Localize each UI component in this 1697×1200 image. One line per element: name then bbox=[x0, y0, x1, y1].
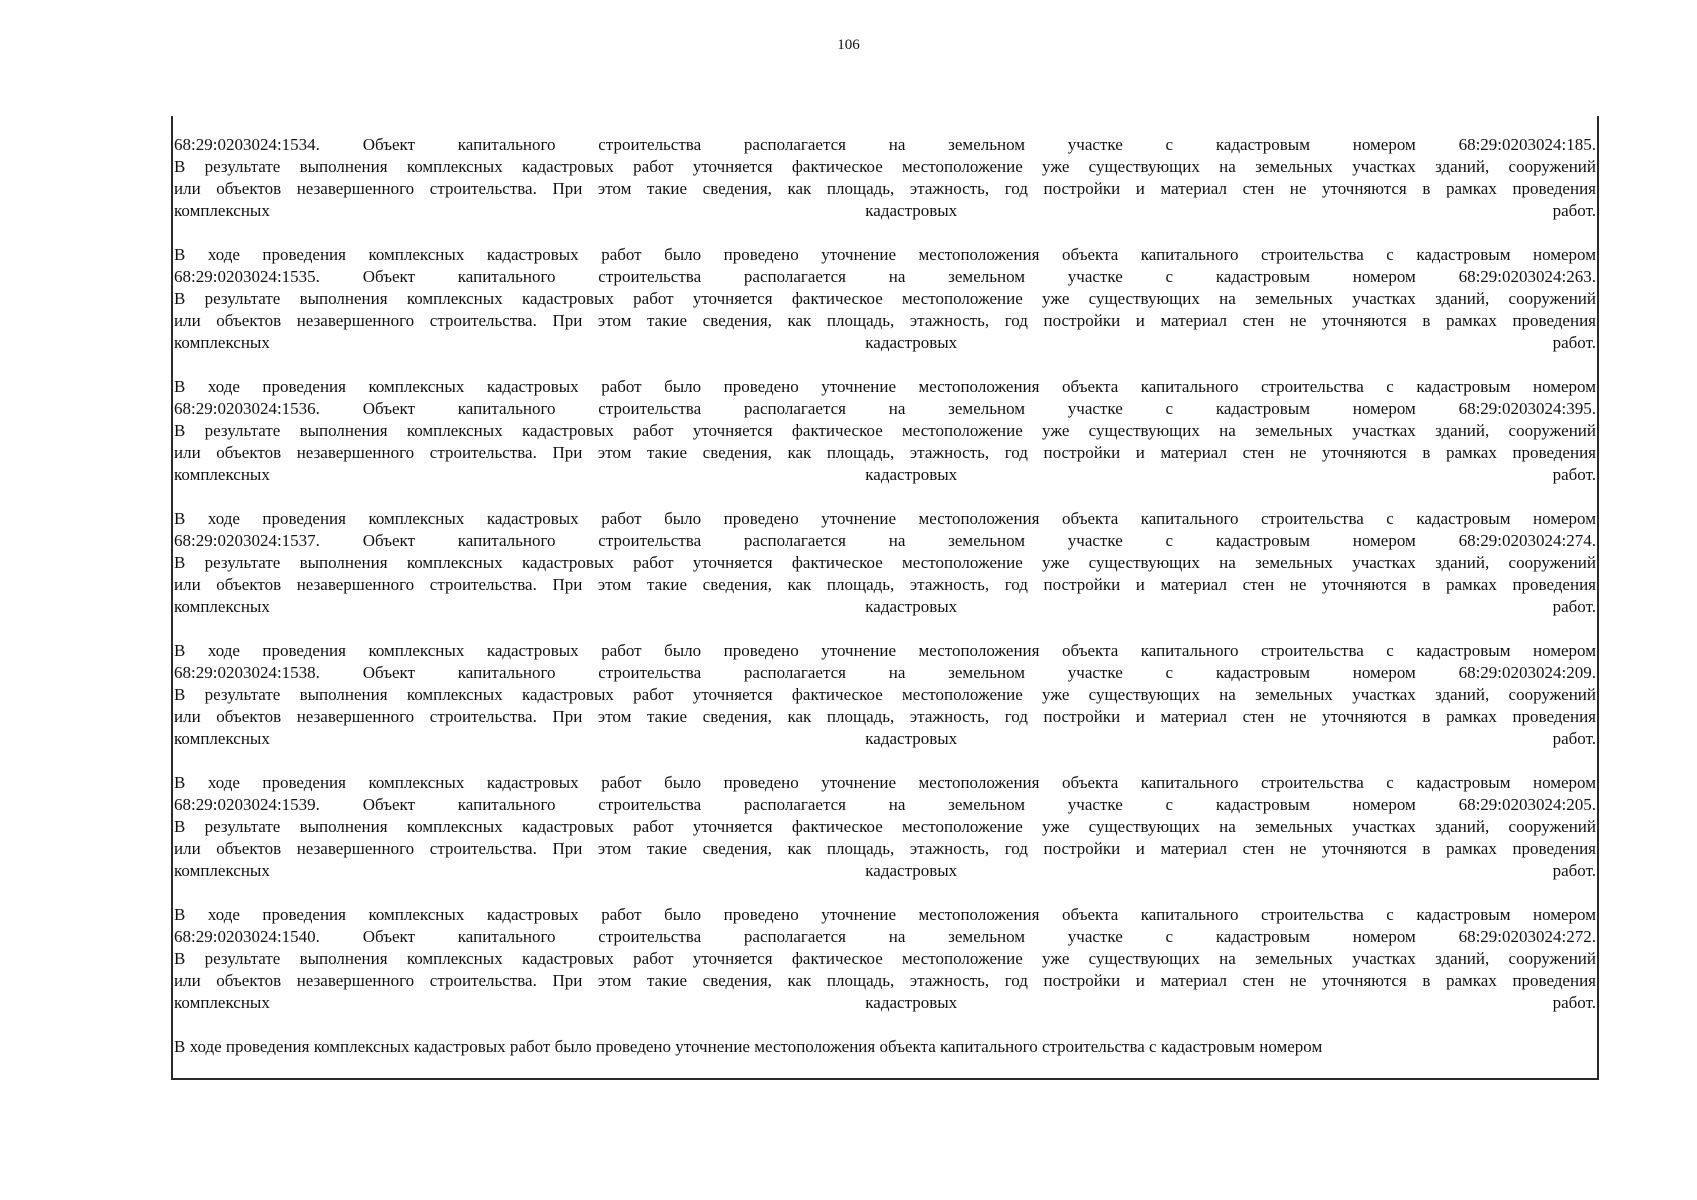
paragraph-line: 68:29:0203024:1538. Объект капитального строительства располагается на земельном участке с кадастровым номером 68:29:0203024:209. bbox=[174, 663, 1596, 682]
paragraph-line: В ходе проведения комплексных кадастровых работ было проведено уточнение местоположения объекта капитального строительства с кадастровым номером bbox=[174, 773, 1596, 792]
paragraph-line: или объектов незавершенного строительства. При этом такие сведения, как площадь, этажность, год постройки и материал стен не уточняются в рамках проведения bbox=[174, 443, 1596, 462]
paragraph-line: или объектов незавершенного строительства. При этом такие сведения, как площадь, этажность, год постройки и материал стен не уточняются в рамках проведения bbox=[174, 707, 1596, 726]
paragraph-tail-line bbox=[174, 464, 1596, 486]
tail-word: комплексных bbox=[174, 597, 270, 616]
paragraph-line: В результате выполнения комплексных кадастровых работ уточняется фактическое местоположение уже существующих на земельных участках зданий, сооружений bbox=[174, 817, 1596, 836]
tail-word: кадастровых bbox=[865, 465, 958, 484]
paragraph-tail-line bbox=[174, 728, 1596, 750]
tail-word: кадастровых bbox=[865, 201, 958, 220]
paragraph-line: В ходе проведения комплексных кадастровых работ было проведено уточнение местоположения объекта капитального строительства с кадастровым номером bbox=[174, 1037, 1323, 1056]
paragraph-line: В результате выполнения комплексных кадастровых работ уточняется фактическое местоположение уже существующих на земельных участках зданий, сооружений bbox=[174, 553, 1596, 572]
tail-word: кадастровых bbox=[865, 597, 958, 616]
page-number: 106 bbox=[837, 37, 860, 53]
tail-word: кадастровых bbox=[865, 333, 958, 352]
tail-word: работ. bbox=[1552, 201, 1596, 220]
paragraph-tail-line bbox=[174, 596, 1596, 618]
paragraph-line: В ходе проведения комплексных кадастровых работ было проведено уточнение местоположения объекта капитального строительства с кадастровым номером bbox=[174, 377, 1596, 396]
tail-word: комплексных bbox=[174, 201, 270, 220]
paragraph-line: 68:29:0203024:1537. Объект капитального строительства располагается на земельном участке с кадастровым номером 68:29:0203024:274. bbox=[174, 531, 1596, 550]
tail-word: работ. bbox=[1552, 993, 1596, 1012]
paragraph-tail-line bbox=[174, 992, 1596, 1014]
paragraph-line: 68:29:0203024:1536. Объект капитального строительства располагается на земельном участке с кадастровым номером 68:29:0203024:395. bbox=[174, 399, 1596, 418]
tail-word: работ. bbox=[1552, 333, 1596, 352]
paragraph-6 bbox=[174, 772, 1596, 882]
tail-word: комплексных bbox=[174, 465, 270, 484]
paragraph-5 bbox=[174, 640, 1596, 750]
tail-word: работ. bbox=[1552, 861, 1596, 880]
paragraph-tail-line bbox=[174, 860, 1596, 882]
paragraph-line: или объектов незавершенного строительства. При этом такие сведения, как площадь, этажность, год постройки и материал стен не уточняются в рамках проведения bbox=[174, 575, 1596, 594]
tail-word: кадастровых bbox=[865, 993, 958, 1012]
paragraph-tail-line bbox=[174, 332, 1596, 354]
paragraph-line: В результате выполнения комплексных кадастровых работ уточняется фактическое местоположение уже существующих на земельных участках зданий, сооружений bbox=[174, 421, 1596, 440]
paragraph-line: В результате выполнения комплексных кадастровых работ уточняется фактическое местоположение уже существующих на земельных участках зданий, сооружений bbox=[174, 289, 1596, 308]
paragraph-line: В результате выполнения комплексных кадастровых работ уточняется фактическое местоположение уже существующих на земельных участках зданий, сооружений bbox=[174, 949, 1596, 968]
tail-word: работ. bbox=[1552, 597, 1596, 616]
paragraph-line: или объектов незавершенного строительства. При этом такие сведения, как площадь, этажность, год постройки и материал стен не уточняются в рамках проведения bbox=[174, 971, 1596, 990]
paragraph-line: В результате выполнения комплексных кадастровых работ уточняется фактическое местоположение уже существующих на земельных участках зданий, сооружений bbox=[174, 157, 1596, 176]
paragraph-line: 68:29:0203024:1534. Объект капитального строительства располагается на земельном участке с кадастровым номером 68:29:0203024:185. bbox=[174, 135, 1596, 154]
paragraph-1 bbox=[174, 134, 1596, 222]
tail-word: работ. bbox=[1552, 465, 1596, 484]
paragraph-7 bbox=[174, 904, 1596, 1014]
tail-word: кадастровых bbox=[865, 729, 958, 748]
paragraph-2 bbox=[174, 244, 1596, 354]
tail-word: комплексных bbox=[174, 333, 270, 352]
paragraph-line: или объектов незавершенного строительства. При этом такие сведения, как площадь, этажность, год постройки и материал стен не уточняются в рамках проведения bbox=[174, 839, 1596, 858]
paragraph-line: 68:29:0203024:1540. Объект капитального строительства располагается на земельном участке с кадастровым номером 68:29:0203024:272. bbox=[174, 927, 1596, 946]
tail-word: работ. bbox=[1552, 729, 1596, 748]
paragraph-8 bbox=[174, 1036, 1596, 1058]
paragraph-line: В ходе проведения комплексных кадастровых работ было проведено уточнение местоположения объекта капитального строительства с кадастровым номером bbox=[174, 905, 1596, 924]
document-body bbox=[174, 134, 1596, 1080]
tail-word: комплексных bbox=[174, 993, 270, 1012]
paragraph-4 bbox=[174, 508, 1596, 618]
paragraph-line: В результате выполнения комплексных кадастровых работ уточняется фактическое местоположение уже существующих на земельных участках зданий, сооружений bbox=[174, 685, 1596, 704]
tail-word: кадастровых bbox=[865, 861, 958, 880]
paragraph-line: В ходе проведения комплексных кадастровых работ было проведено уточнение местоположения объекта капитального строительства с кадастровым номером bbox=[174, 245, 1596, 264]
paragraph-line: 68:29:0203024:1535. Объект капитального строительства располагается на земельном участке с кадастровым номером 68:29:0203024:263. bbox=[174, 267, 1596, 286]
paragraph-line: или объектов незавершенного строительства. При этом такие сведения, как площадь, этажность, год постройки и материал стен не уточняются в рамках проведения bbox=[174, 311, 1596, 330]
tail-word: комплексных bbox=[174, 729, 270, 748]
paragraph-3 bbox=[174, 376, 1596, 486]
tail-word: комплексных bbox=[174, 861, 270, 880]
paragraph-line: В ходе проведения комплексных кадастровых работ было проведено уточнение местоположения объекта капитального строительства с кадастровым номером bbox=[174, 509, 1596, 528]
paragraph-line: В ходе проведения комплексных кадастровых работ было проведено уточнение местоположения объекта капитального строительства с кадастровым номером bbox=[174, 641, 1596, 660]
paragraph-line: или объектов незавершенного строительства. При этом такие сведения, как площадь, этажность, год постройки и материал стен не уточняются в рамках проведения bbox=[174, 179, 1596, 198]
paragraph-line: 68:29:0203024:1539. Объект капитального строительства располагается на земельном участке с кадастровым номером 68:29:0203024:205. bbox=[174, 795, 1596, 814]
paragraph-tail-line bbox=[174, 200, 1596, 222]
